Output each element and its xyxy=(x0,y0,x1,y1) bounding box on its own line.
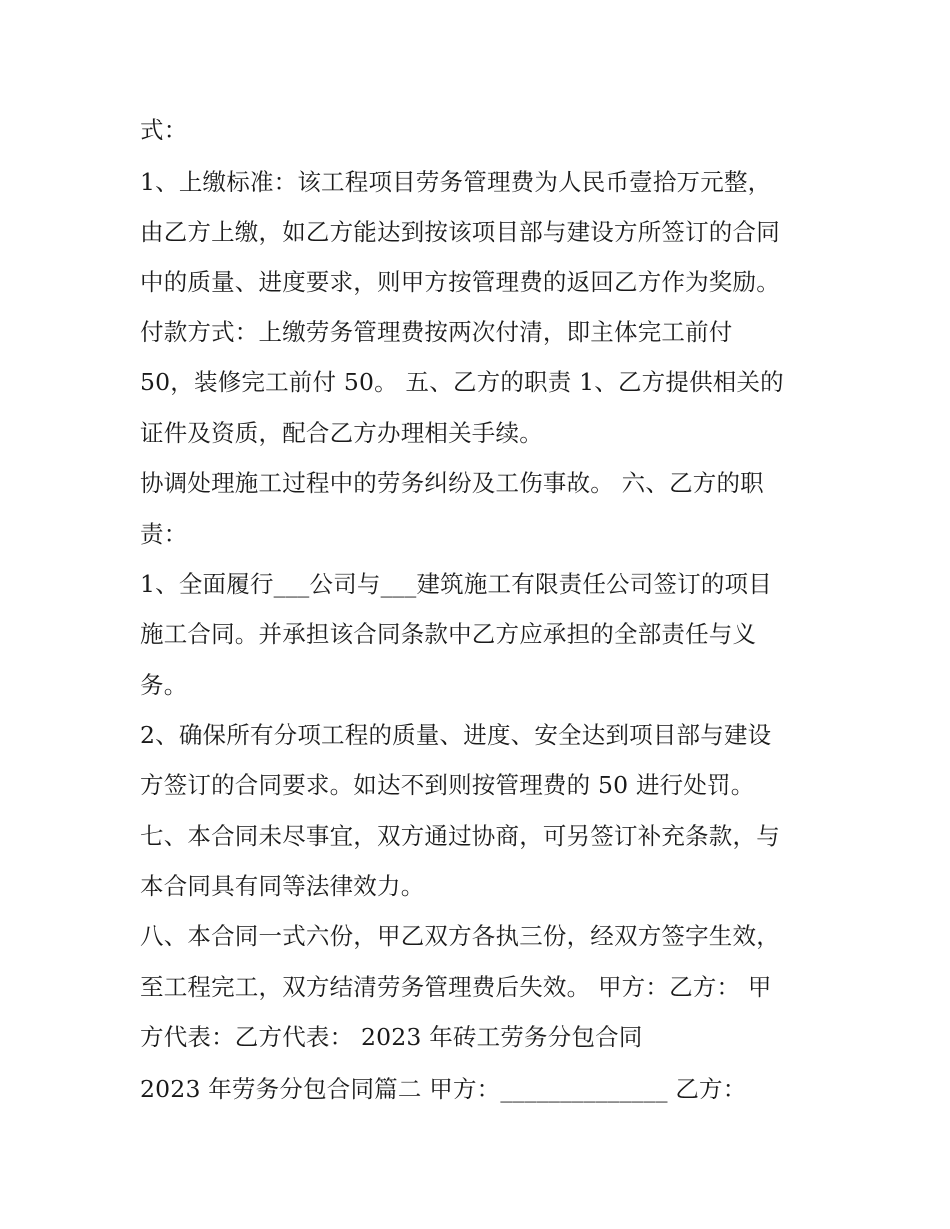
text-line: 务。 xyxy=(140,671,188,699)
text-line: 证件及资质，配合乙方办理相关手续。 xyxy=(140,419,543,447)
text-line: 本合同具有同等法律效力。 xyxy=(140,872,425,900)
text-line: 七、本合同未尽事宜，双方通过协商，可另签订补充条款，与 xyxy=(140,822,780,850)
text-line: 付款方式：上缴劳务管理费按两次付清，即主体完工前付 xyxy=(140,318,733,346)
text-line: 式： xyxy=(140,116,188,144)
text-line: 50，装修完工前付 50。 五、乙方的职责 1、乙方提供相关的 xyxy=(140,368,784,396)
text-line: 施工合同。并承担该合同条款中乙方应承担的全部责任与义 xyxy=(140,620,757,648)
text-line: 1、上缴标准：该工程项目劳务管理费为人民币壹拾万元整， xyxy=(140,168,772,196)
text-line: 2、确保所有分项工程的质量、进度、安全达到项目部与建设 xyxy=(140,721,772,749)
text-line: 1、全面履行___公司与___建筑施工有限责任公司签订的项目 xyxy=(140,570,772,598)
text-line: 方代表：乙方代表： 2023 年砖工劳务分包合同 xyxy=(140,1023,643,1051)
text-line: 由乙方上缴，如乙方能达到按该项目部与建设方所签订的合同 xyxy=(140,218,780,246)
text-line: 至工程完工，双方结清劳务管理费后失效。 甲方：乙方： 甲 xyxy=(140,973,772,1001)
text-line: 八、本合同一式六份，甲乙双方各执三份，经双方签字生效， xyxy=(140,922,780,950)
text-line: 2023 年劳务分包合同篇二 甲方：______________ 乙方： xyxy=(140,1075,747,1103)
text-line: 协调处理施工过程中的劳务纠纷及工伤事故。 六、乙方的职 xyxy=(140,469,764,497)
text-line: 中的质量、进度要求，则甲方按管理费的返回乙方作为奖励。 xyxy=(140,268,780,296)
text-line: 责： xyxy=(140,520,188,548)
text-line: 方签订的合同要求。如达不到则按管理费的 50 进行处罚。 xyxy=(140,771,755,799)
